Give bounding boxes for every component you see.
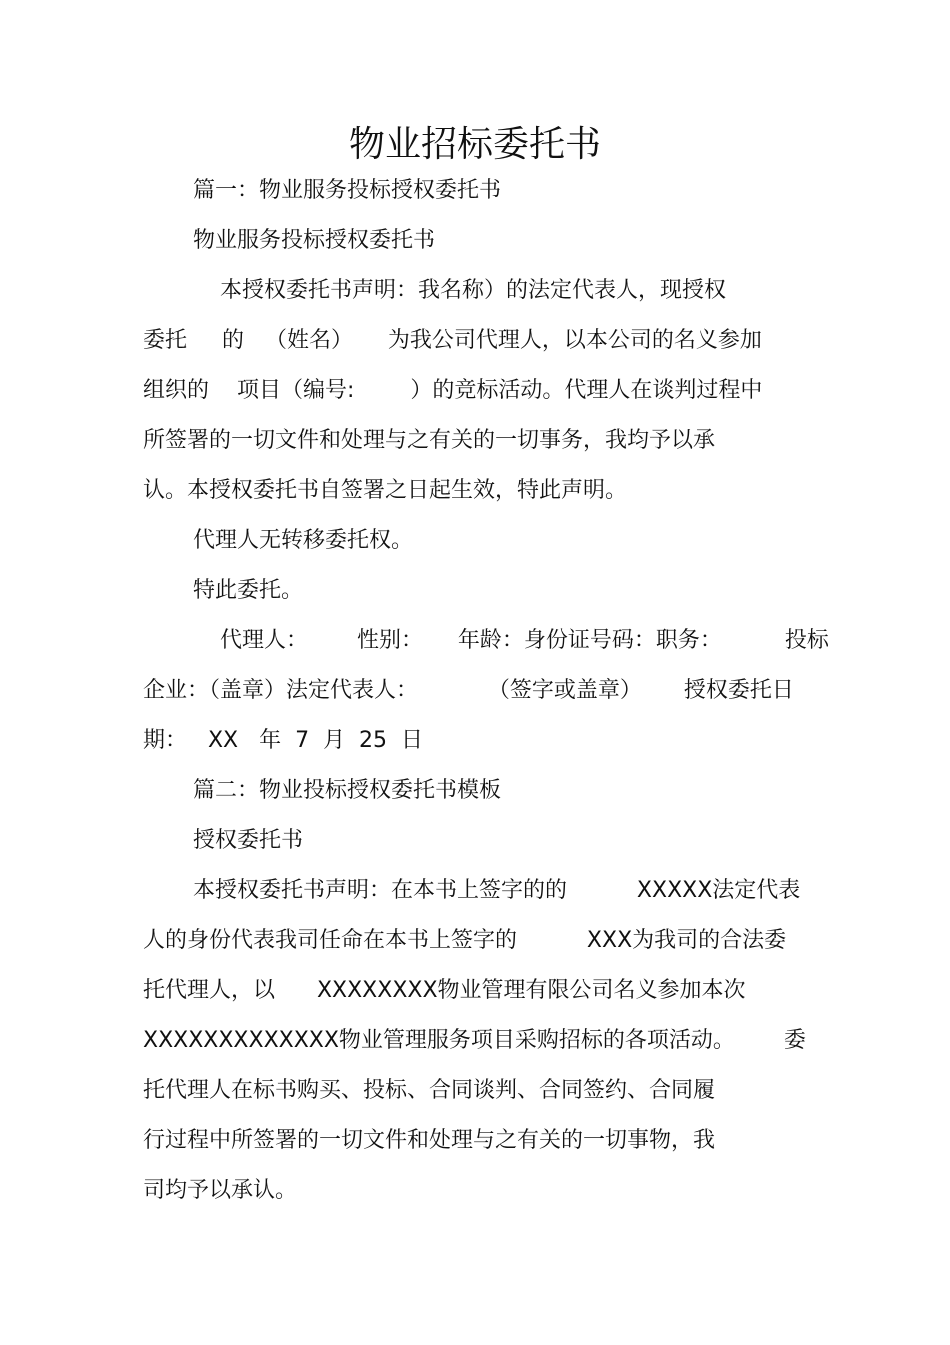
paragraph-line: 人的身份代表我司任命在本书上签字的 XXX为我司的合法委 [143, 928, 787, 953]
document-title: 物业招标委托书 [348, 124, 601, 165]
subtitle-1: 物业服务投标授权委托书 [193, 228, 436, 253]
paragraph-line: 特此委托。 [193, 578, 304, 603]
paragraph-line: 司均予以承认。 [143, 1178, 298, 1203]
paragraph-line: 所签署的一切文件和处理与之有关的一切事务，我均予以承 [143, 428, 716, 453]
signature-fields-line: 企业：（盖章）法定代表人： （签字或盖章） 授权委托日 [143, 678, 794, 703]
paragraph-line: 托代理人在标书购买、投标、合同谈判、合同签约、合同履 [143, 1078, 716, 1103]
paragraph-line: 委托 的 （姓名） 为我公司代理人，以本公司的名义参加 [143, 328, 762, 353]
section-heading-2: 篇二：物业投标授权委托书模板 [193, 778, 502, 803]
paragraph-line: 行过程中所签署的一切文件和处理与之有关的一切事物，我 [143, 1128, 716, 1153]
paragraph-line: 本授权委托书声明：在本书上签字的的 XXXXX法定代表 [193, 878, 801, 903]
paragraph-line: 本授权委托书声明：我名称）的法定代表人，现授权 [220, 278, 727, 303]
date-line: 期： XX 年 7 月 25 日 [143, 728, 424, 753]
paragraph-line: 托代理人，以 XXXXXXXX物业管理有限公司名义参加本次 [143, 978, 746, 1003]
paragraph-line: XXXXXXXXXXXXX物业管理服务项目采购招标的各项活动。 委 [143, 1028, 806, 1053]
section-heading-1: 篇一：物业服务投标授权委托书 [193, 178, 502, 203]
paragraph-line: 认。本授权委托书自签署之日起生效，特此声明。 [143, 478, 628, 503]
paragraph-line: 组织的 项目（编号: ）的竞标活动。代理人在谈判过程中 [143, 378, 763, 403]
subtitle-2: 授权委托书 [193, 828, 304, 853]
paragraph-line: 代理人无转移委托权。 [193, 528, 414, 553]
signature-fields-line: 代理人： 性别： 年龄：身份证号码：职务： 投标 [220, 628, 829, 653]
